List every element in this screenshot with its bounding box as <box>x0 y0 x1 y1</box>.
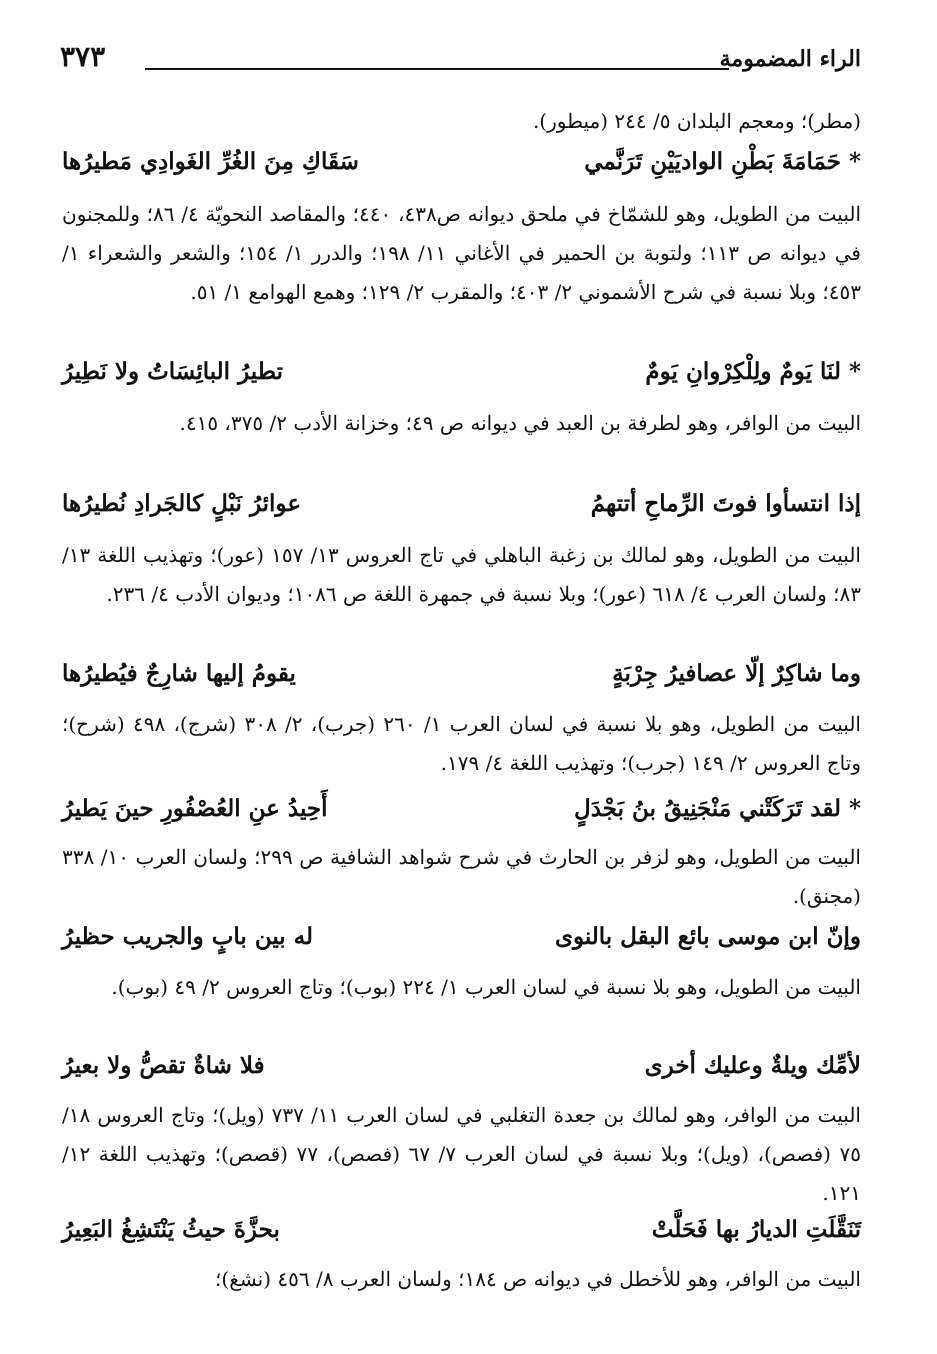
verse-7-first-hemistich: وما شاكِرٌ إلّا عصافيرُ جِرْبَةٍ <box>612 660 861 687</box>
paragraph-8: البيت من الطويل، وهو بلا نسبة في لسان العرب ١/ ٢٦٠ (جرب)، ٢/ ٣٠٨ (شرج)، ٤٩٨ (شرح)؛ وتاج العروس ٢/ ١٤٩ (جرب)؛ وتهذيب اللغة ٤/ ١٧٩. <box>62 712 861 775</box>
verse-5-first-hemistich: إذا انتسأوا فوتَ الرِّماحِ أتتهمُ <box>590 490 861 517</box>
verse-9 <box>62 795 861 835</box>
header-rule <box>145 68 729 70</box>
verse-15-second-hemistich: بحزَّةَ حيثُ يَنْتَشِغُ البَعِيرُ <box>62 1216 280 1243</box>
paragraph-6: البيت من الطويل، وهو لمالك بن زغبة الباهلي في تاج العروس ١٣/ ١٥٧ (عور)؛ وتهذيب اللغة ١٣/ ٨٣؛ ولسان العرب ٤/ ٦١٨ (عور)؛ وبلا نسبة في جمهرة اللغة ص ١٠٨٦؛ وديوان الأدب ٤/ ٢٣٦. <box>62 543 861 606</box>
verse-15-first-hemistich: تَنَقَّلَتِ الديارُ بها فَحَلَّتْ <box>651 1216 861 1243</box>
verse-5-second-hemistich: عوائرُ نَبْلٍ كالجَرادِ نُطيرُها <box>62 490 302 517</box>
paragraph-4: البيت من الوافر، وهو لطرفة بن العبد في ديوانه ص ٤٩؛ وخزانة الأدب ٢/ ٣٧٥، ٤١٥. <box>179 411 861 435</box>
running-header-title: الراء المضمومة <box>719 46 861 72</box>
paragraph-12: البيت من الطويل، وهو بلا نسبة في لسان العرب ١/ ٢٢٤ (بوب)؛ وتاج العروس ٢/ ٤٩ (بوب). <box>111 975 861 999</box>
verse-13-second-hemistich: فلا شاةٌ تقصُّ ولا بعيرُ <box>62 1052 265 1079</box>
paragraph-14: البيت من الوافر، وهو لمالك بن جعدة التغلبي في لسان العرب ١١/ ٧٣٧ (ويل)؛ وتاج العروس ١٨/ ٧٥ (فصص)، (ويل)؛ وبلا نسبة في لسان العرب ٧/ ٦٧ (فصص)، ٧٧ (قصص)؛ وتهذيب اللغة ١٢/ ١٢١. <box>62 1103 861 1205</box>
verse-9-first-hemistich: * لقد تَرَكَتْني مَنْجَنِيقُ بنُ بَجْدَلٍ <box>574 795 861 822</box>
page-number: ٣٧٣ <box>60 40 106 73</box>
verse-7-second-hemistich: يقومُ إليها شارِجٌ فيُطيرُها <box>62 660 296 687</box>
paragraph-0: (مطر)؛ ومعجم البلدان ٥/ ٢٤٤ (ميطور). <box>532 109 861 133</box>
paragraph-2: البيت من الطويل، وهو للشمّاخ في ملحق ديوانه ص٤٣٨، ٤٤٠؛ والمقاصد النحويّة ٤/ ٨٦؛ وللمجنون في ديوانه ص ١١٣؛ ولتوبة بن الحمير في الأغاني ١١/ ١٩٨؛ والدرر ١/ ١٥٤؛ والشعر والشعراء ١/ ٤٥٣؛ وبلا نسبة في شرح الأشموني ٢/ ٤٠٣؛ والمقرب ٢/ ١٢٩؛ وهمع الهوامع ١/ ٥١. <box>62 202 862 304</box>
verse-11-second-hemistich: له بين بابٍ والجريب حظيرُ <box>62 923 314 950</box>
verse-15 <box>62 1216 861 1256</box>
paragraph-16: البيت من الوافر، وهو للأخطل في ديوانه ص ١٨٤؛ ولسان العرب ٨/ ٤٥٦ (نشغ)؛ <box>215 1267 861 1291</box>
verse-3-second-hemistich: تطيرُ البائِسَاتُ ولا نَطِيرُ <box>62 358 283 385</box>
verse-3 <box>62 358 861 398</box>
verse-5 <box>62 490 861 530</box>
verse-13-first-hemistich: لأمِّك ويلةٌ وعليك أخرى <box>644 1052 861 1079</box>
verse-3-first-hemistich: * لنَا يَومٌ ولِلْكِرْوانِ يَومٌ <box>645 358 861 385</box>
verse-1-second-hemistich: سَقَاكِ مِنَ الغُرِّ الغَوادِي مَطيرُها <box>62 148 359 175</box>
verse-9-second-hemistich: أَحِيدُ عنِ العُصْفُورِ حينَ يَطيرُ <box>62 795 328 822</box>
verse-13 <box>62 1052 861 1092</box>
verse-11 <box>62 923 861 963</box>
verse-7 <box>62 660 861 700</box>
paragraph-10: البيت من الطويل، وهو لزفر بن الحارث في شرح شواهد الشافية ص ٢٩٩؛ ولسان العرب ١٠/ ٣٣٨ (مجنق). <box>62 845 861 908</box>
verse-1 <box>62 148 861 188</box>
verse-1-first-hemistich: * حَمَامَةَ بَطْنِ الواديَيْنِ تَرَنَّمي <box>584 148 861 175</box>
verse-11-first-hemistich: وإنّ ابن موسى بائع البقل بالنوى <box>554 923 861 950</box>
